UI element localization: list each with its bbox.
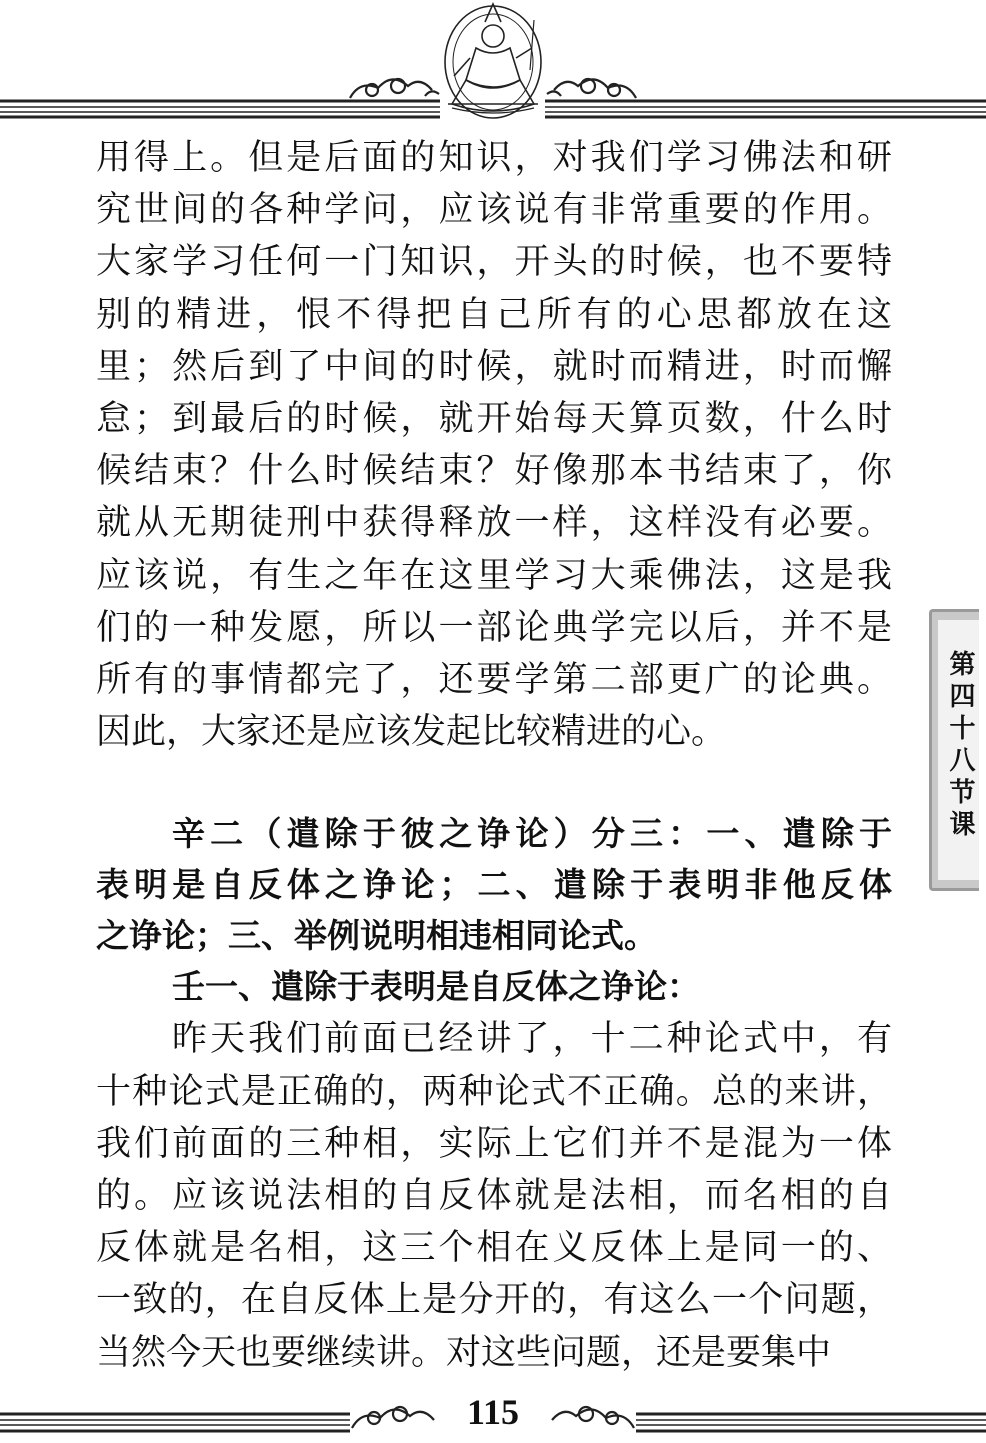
side-tab-label: 第四十八节课 — [945, 650, 975, 842]
text-line: 候结束？什么时候结束？好像那本书结束了，你 — [96, 451, 892, 492]
cloud-scroll-left-icon — [350, 79, 439, 98]
text-line: 表明是自反体之诤论；二、遣除于表明非他反体 — [96, 865, 892, 905]
footer-rule-right — [636, 1414, 986, 1431]
footer-cloud-right-icon — [552, 1407, 634, 1428]
text-line: 怠；到最后的时候，就开始每天算页数，什么时 — [96, 399, 892, 440]
header-ornament — [0, 0, 986, 125]
paragraph-1 — [96, 132, 892, 758]
text-line: 当然今天也要继续讲。对这些问题，还是要集中 — [96, 1332, 832, 1373]
deity-figure-icon — [445, 4, 541, 118]
text-line: 十种论式是正确的，两种论式不正确。总的来讲， — [96, 1071, 892, 1112]
header-rule-right — [545, 101, 986, 117]
header-rule-left — [0, 101, 440, 117]
subsection-heading — [96, 961, 892, 1013]
text-line: 的。应该说法相的自反体就是法相，而名相的自 — [96, 1176, 892, 1217]
text-line: 我们前面的三种相，实际上它们并不是混为一体 — [96, 1123, 892, 1164]
footer-cloud-left-icon — [352, 1407, 434, 1428]
text-line: 辛二（遣除于彼之诤论）分三：一、遣除于 — [172, 814, 892, 854]
text-line: 反体就是名相，这三个相在义反体上是同一的、 — [96, 1228, 892, 1269]
text-line: 一致的，在自反体上是分开的，有这么一个问题， — [96, 1280, 892, 1321]
text-line: 用得上。但是后面的知识，对我们学习佛法和研 — [96, 138, 892, 178]
footer-rule-left — [0, 1414, 350, 1431]
text-line: 们的一种发愿，所以一部论典学完以后，并不是 — [96, 607, 892, 648]
text-line: 昨天我们前面已经讲了，十二种论式中，有 — [172, 1019, 892, 1060]
subsection-heading-text: 壬一、遣除于表明是自反体之诤论： — [172, 967, 700, 1007]
cloud-scroll-right-icon — [547, 79, 636, 98]
chapter-side-tab — [929, 609, 979, 891]
paragraph-spacer — [96, 758, 892, 808]
text-line: 究世间的各种学问，应该说有非常重要的作用。 — [96, 190, 892, 231]
text-line: 所有的事情都完了，还要学第二部更广的论典。 — [96, 660, 892, 701]
text-line: 就从无期徒刑中获得释放一样，这样没有必要。 — [96, 503, 892, 544]
text-line: 之诤论；三、举例说明相违相同论式。 — [96, 916, 657, 956]
paragraph-2 — [96, 1013, 892, 1378]
text-line: 别的精进，恨不得把自己所有的心思都放在这 — [96, 294, 892, 335]
text-line: 因此，大家还是应该发起比较精进的心。 — [96, 712, 727, 753]
section-heading — [96, 808, 892, 961]
page-body — [96, 132, 892, 1379]
text-line: 应该说，有生之年在这里学习大乘佛法，这是我 — [96, 555, 892, 596]
text-line: 里；然后到了中间的时候，就时而精进，时而懈 — [96, 346, 892, 387]
side-tab-inner — [938, 620, 979, 880]
text-line: 大家学习任何一门知识，开头的时候，也不要特 — [96, 242, 892, 283]
page-number: 115 — [466, 1392, 519, 1432]
